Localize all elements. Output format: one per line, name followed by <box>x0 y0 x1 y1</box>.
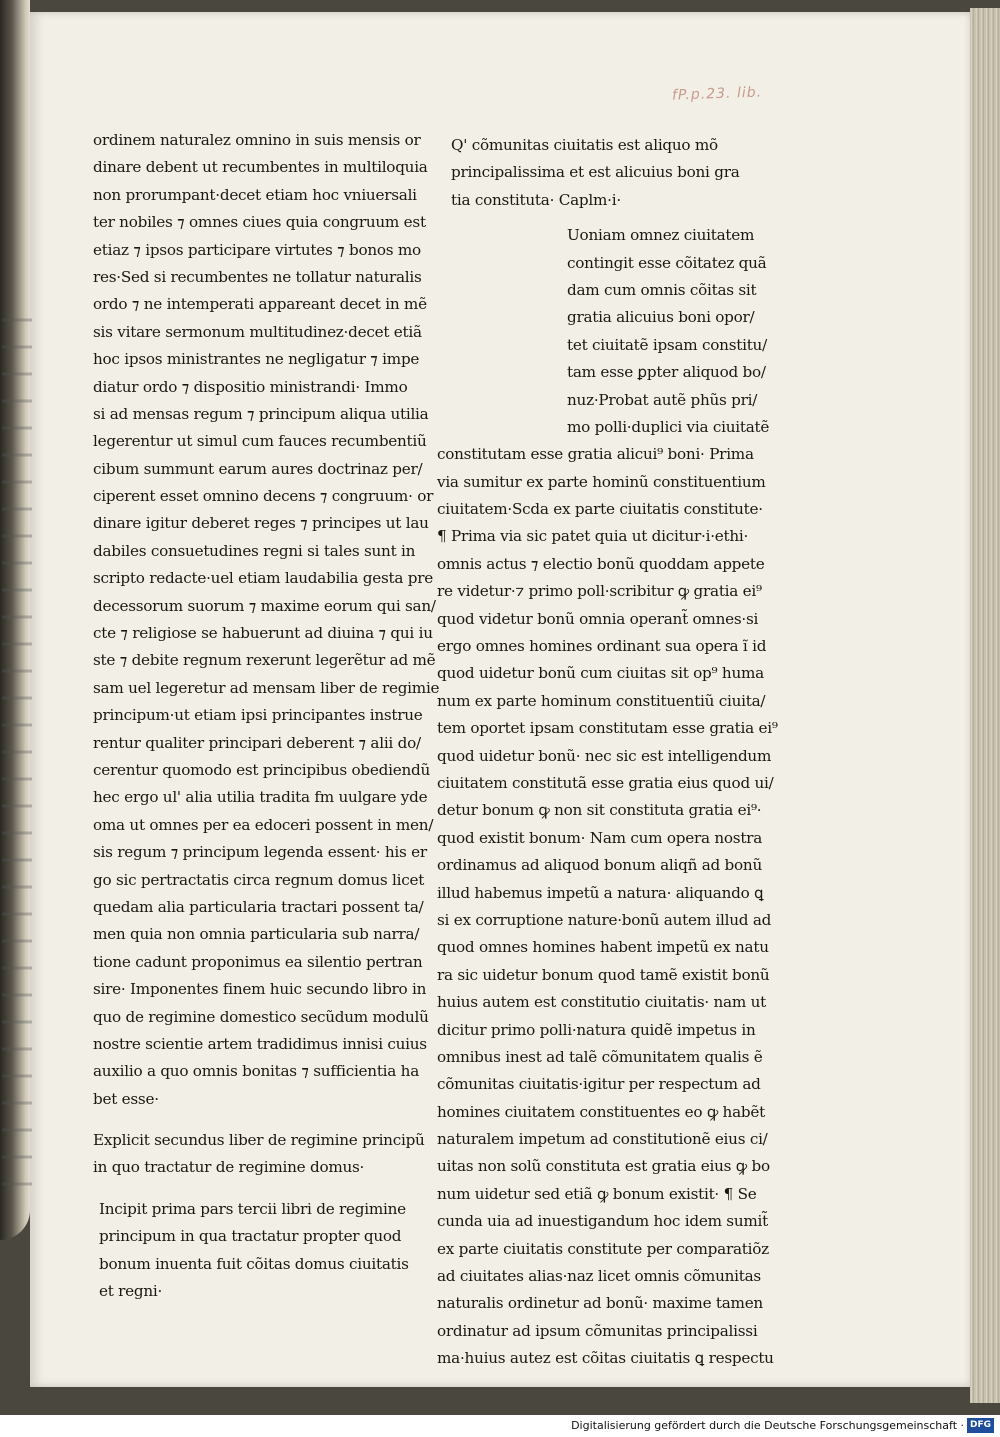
text-line: sire· Imponentes finem huic secundo libro in <box>93 980 427 999</box>
explicit-block <box>93 1127 425 1182</box>
text-line: dinare debent ut recumbentes in multiloquia <box>93 158 428 177</box>
text-line: quod videtur bonũ omnia operant̃ omnes·si <box>437 609 759 628</box>
text-line: ciuitatem·Scda ex parte ciuitatis constitute· <box>437 500 763 519</box>
text-line: gratia alicuius boni opor/ <box>567 308 755 327</box>
text-line: tet ciuitatẽ ipsam constitu/ <box>567 335 767 354</box>
text-line: num ex parte hominum constituentiũ ciuita/ <box>437 691 766 710</box>
text-line: cte ⁊ religiose se habuerunt ad diuina ⁊ qui iu <box>93 624 433 643</box>
text-line: ordinamus ad aliquod bonum aliqñ ad bonũ <box>437 856 762 875</box>
text-line: ste ⁊ debite regnum rexerunt legerẽtur ad mẽ <box>93 651 436 670</box>
text-line: homines ciuitatem constituentes eo ꝙ habẽt <box>437 1102 765 1121</box>
text-line: principum·ut etiam ipsi principantes instrue <box>93 706 423 725</box>
text-line: quedam alia particularia tractari possent ta/ <box>93 897 424 916</box>
text-line: ¶ Prima via sic patet quia ut dicitur·i·ethi· <box>437 527 749 546</box>
text-line: non prorumpant·decet etiam hoc vniuersali <box>93 185 417 204</box>
text-line: dabiles consuetudines regni si tales sunt in <box>93 541 416 560</box>
text-line: bonum inuenta fuit cõitas domus ciuitatis <box>99 1254 409 1273</box>
text-line: dinare igitur deberet reges ⁊ principes ut lau <box>93 514 429 533</box>
text-line: ordinatur ad ipsum cõmunitas principalissi <box>437 1321 758 1340</box>
text-line: sis regum ⁊ principum legenda essent· his er <box>93 843 427 862</box>
text-line: quo de regimine domestico secũdum modulũ <box>93 1007 429 1026</box>
text-line: diatur ordo ⁊ dispositio ministrandi· Immo <box>93 377 408 396</box>
text-line: via sumitur ex parte hominũ constituentium <box>437 472 766 491</box>
dfg-logo: DFG <box>967 1418 994 1433</box>
text-line: cibum summunt earum aures doctrinaz per/ <box>93 459 423 478</box>
text-line: cõmunitas ciuitatis·igitur per respectum ad <box>437 1075 761 1094</box>
text-line: naturalem impetum ad constitutionẽ eius ci/ <box>437 1130 768 1149</box>
text-line: ciuitatem constitutã esse gratia eius quod ui/ <box>437 773 774 792</box>
handwritten-annotation: fP.p.23. lib. <box>671 84 763 104</box>
text-line: tem oportet ipsam constitutam esse gratia ei⁹ <box>437 719 778 738</box>
text-line: illud habemus impetũ a natura· aliquando ꝗ <box>437 883 764 902</box>
text-line: legerentur ut simul cum fauces recumbentiũ <box>93 432 427 451</box>
text-line: tia constituta· Caplm·i· <box>451 190 621 209</box>
text-line: ciperent esset omnino decens ⁊ congruum· or <box>93 487 434 506</box>
text-line: principum in qua tractatur propter quod <box>99 1227 402 1246</box>
footer-credit: Digitalisierung gefördert durch die Deutsche Forschungsgemeinschaft · <box>571 1419 964 1432</box>
text-line: cerentur quomodo est principibus obediendũ <box>93 760 430 779</box>
text-line: num uidetur sed etiã ꝙ bonum existit· ¶ Se <box>437 1184 757 1203</box>
text-line: uitas non solũ constituta est gratia eius ꝙ bo <box>437 1157 770 1176</box>
right-body-text <box>437 441 778 1372</box>
text-line: scripto redacte·uel etiam laudabilia gesta pre <box>93 569 433 588</box>
text-line: quod omnes homines habent impetũ ex natu <box>437 938 769 957</box>
text-line: tam esse ꝑpter aliquod bo/ <box>567 363 766 382</box>
text-line: quod uidetur bonũ cum ciuitas sit op⁹ huma <box>437 664 764 683</box>
text-line: ad ciuitates alias·naz licet omnis cõmunitas <box>437 1267 761 1286</box>
incipit-block <box>93 1196 409 1306</box>
text-line: et regni· <box>99 1282 163 1301</box>
text-line: in quo tractatur de regimine domus· <box>93 1158 365 1177</box>
text-line: quod existit bonum· Nam cum opera nostra <box>437 828 763 847</box>
text-line: bet esse· <box>93 1089 159 1108</box>
text-line: ordo ⁊ ne intemperati appareant decet in mẽ <box>93 295 427 314</box>
text-line: ma·huius autez est cõitas ciuitatis ꝗ respectu <box>437 1349 774 1368</box>
text-line: res·Sed si recumbentes ne tollatur naturalis <box>93 267 422 286</box>
text-line: ra sic uidetur bonum quod tamẽ existit bonũ <box>437 965 770 984</box>
text-line: si ex corruptione nature·bonũ autem illud ad <box>437 910 772 929</box>
text-line: rentur qualiter principari deberent ⁊ alii do/ <box>93 733 421 752</box>
text-line: sis vitare sermonum multitudinez·decet etiã <box>93 322 422 341</box>
text-line: hec ergo ul' alia utilia tradita fm uulgare yde <box>93 788 428 807</box>
text-line: Incipit prima pars tercii libri de regimine <box>99 1199 406 1218</box>
text-line: constitutam esse gratia alicui⁹ boni· Prima <box>437 445 754 464</box>
text-line: men quia non omnia particularia sub narra/ <box>93 925 420 944</box>
text-line: etiaz ⁊ ipsos participare virtutes ⁊ bonos mo <box>93 240 421 259</box>
text-line: ex parte ciuitatis constitute per comparatiõz <box>437 1239 769 1258</box>
text-line: naturalis ordinetur ad bonũ· maxime tamen <box>437 1294 763 1313</box>
left-text-column <box>93 127 440 1305</box>
text-line: contingit esse cõitatez quã <box>567 253 767 272</box>
text-line: auxilio a quo omnis bonitas ⁊ sufficientia ha <box>93 1062 420 1081</box>
text-line: decessorum suorum ⁊ maxime eorum qui san/ <box>93 596 436 615</box>
text-line: mo polli·duplici via ciuitatẽ <box>567 417 770 436</box>
text-line: nostre scientie artem tradidimus innisi cuius <box>93 1034 427 1053</box>
text-line: tione cadunt proponimus ea silentio pertran <box>93 952 423 971</box>
text-line: Explicit secundus liber de regimine principũ <box>93 1131 425 1150</box>
text-line: huius autem est constitutio ciuitatis· nam ut <box>437 993 766 1012</box>
right-text-column <box>437 132 778 1373</box>
text-line: re videtur·⁊ primo poll·scribitur ꝙ gratia ei⁹ <box>437 582 762 601</box>
initial-block <box>437 222 770 441</box>
text-line: dam cum omnis cõitas sit <box>567 280 757 299</box>
page-stack-edges <box>970 8 1000 1403</box>
text-line: omnis actus ⁊ electio bonũ quoddam appete <box>437 554 765 573</box>
chapter-heading <box>437 132 767 214</box>
footer-bar <box>0 1415 1000 1437</box>
text-line: nuz·Probat autẽ phũs pri/ <box>567 390 758 409</box>
text-line: principalissima et est alicuius boni gra <box>451 163 740 182</box>
text-line: cunda uia ad inuestigandum hoc idem sumit̃ <box>437 1212 768 1231</box>
text-line: Q' cõmunitas ciuitatis est aliquo mõ <box>451 136 718 154</box>
text-line: ordinem naturalez omnino in suis mensis or <box>93 131 421 149</box>
text-line: sam uel legeretur ad mensam liber de regimie <box>93 678 440 697</box>
text-line: ergo omnes homines ordinant sua opera ĩ id <box>437 637 767 656</box>
facing-page-text-bleed <box>2 300 32 1200</box>
left-body-text <box>93 127 440 1113</box>
text-line: hoc ipsos ministrantes ne negligatur ⁊ impe <box>93 350 420 369</box>
text-line: ter nobiles ⁊ omnes ciues quia congruum est <box>93 213 426 232</box>
text-line: si ad mensas regum ⁊ principum aliqua utilia <box>93 404 429 423</box>
text-line: quod uidetur bonũ· nec sic est intelligendum <box>437 746 772 765</box>
text-line: omnibus inest ad talẽ cõmunitatem qualis ẽ <box>437 1047 763 1066</box>
text-line: oma ut omnes per ea edoceri possent in men/ <box>93 815 434 834</box>
text-line: dicitur primo polli·natura quidẽ impetus in <box>437 1020 756 1039</box>
text-line: go sic pertractatis circa regnum domus licet <box>93 870 425 889</box>
text-line: detur bonum ꝙ non sit constituta gratia ei⁹· <box>437 801 762 820</box>
text-line: Uoniam omnez ciuitatem <box>567 226 755 245</box>
